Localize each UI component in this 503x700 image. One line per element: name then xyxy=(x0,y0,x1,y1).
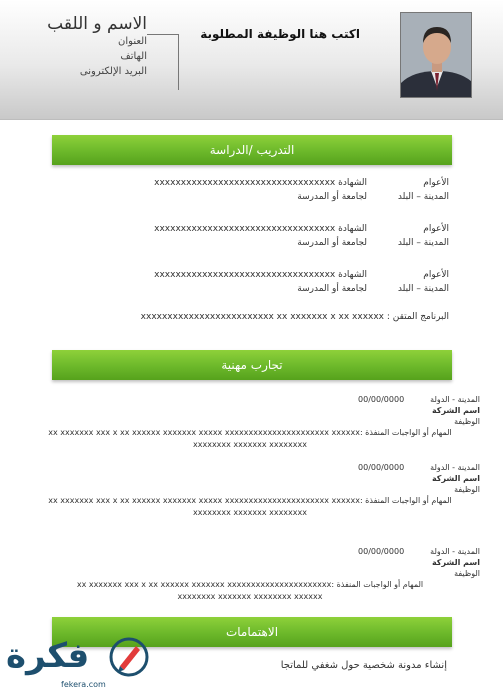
job-role: الوظيفة xyxy=(454,569,480,578)
job-tasks: المهام أو الواجبات المنفذة :xx xxxxxxx xxx x xx xxxxxx xxxxxxx xxxxx xxxxxxxxxxxxxxxxxxxxxx xxxxxx xyxy=(48,496,452,505)
phone-label: الهاتف xyxy=(120,51,147,62)
education-section-title: التدريب /الدراسة xyxy=(52,135,452,165)
education-school: لجامعة أو المدرسة xyxy=(297,192,367,202)
job-company: اسم الشركة xyxy=(431,474,480,483)
site-logo[interactable] xyxy=(6,636,151,694)
education-city: المدينة – البلد xyxy=(397,284,449,294)
education-degree: الشهادة xxxxxxxxxxxxxxxxxxxxxxxxxxxxxxxxxx xyxy=(154,178,367,188)
program-line: البرنامج المتقن : xxxxxxxxxxxxxxxxxxxxxxxxx xx xxxxxxx x xx xxxxxx xyxy=(140,312,449,322)
job-date: 00/00/0000 xyxy=(358,463,405,472)
education-entry xyxy=(0,270,503,300)
education-years: الأعوام xyxy=(423,224,449,234)
education-years: الأعوام xyxy=(423,270,449,280)
full-name: الاسم و اللقب xyxy=(47,14,147,34)
job-company: اسم الشركة xyxy=(431,406,480,415)
divider-vertical xyxy=(178,34,179,90)
education-entry xyxy=(0,178,503,208)
interest-item: إنشاء مدونة شخصية حول شغفي للماتجا xyxy=(280,660,447,671)
education-school: لجامعة أو المدرسة xyxy=(297,284,367,294)
logo-text: فكرة xyxy=(6,636,90,676)
job-date: 00/00/0000 xyxy=(358,395,405,404)
education-school: لجامعة أو المدرسة xyxy=(297,238,367,248)
job-tasks-continued: xxxxxxxx xxxxxxx xxxxxxxx xyxy=(193,508,307,517)
logo-url: fekera.com xyxy=(61,680,106,689)
experience-entry xyxy=(20,462,480,519)
experience-section-title: تجارب مهنية xyxy=(52,350,452,380)
education-entry xyxy=(0,224,503,254)
experience-entry xyxy=(20,394,480,451)
experience-entry xyxy=(20,546,480,603)
job-location: المدينة - الدولة xyxy=(430,463,480,472)
job-tasks: المهام أو الواجبات المنفذة :xx xxxxxxx xxx x xx xxxxxx xxxxxxx xxxxxxxxxxxxxxxxxxxxxx xyxy=(76,580,424,589)
education-years: الأعوام xyxy=(423,178,449,188)
job-location: المدينة - الدولة xyxy=(430,547,480,556)
education-degree: الشهادة xxxxxxxxxxxxxxxxxxxxxxxxxxxxxxxxxx xyxy=(154,270,367,280)
address-label: العنوان xyxy=(118,36,147,47)
job-tasks-continued: xxxxxxxx xxxxxxx xxxxxxxx xxxxxx xyxy=(177,592,323,601)
cv-header xyxy=(0,0,503,120)
interests-section-title: الاهتمامات xyxy=(52,617,452,647)
job-date: 00/00/0000 xyxy=(358,547,405,556)
email-label: البريد الإلكترونى xyxy=(79,66,147,77)
job-tasks-continued: xxxxxxxx xxxxxxx xxxxxxxx xyxy=(193,440,307,449)
education-degree: الشهادة xxxxxxxxxxxxxxxxxxxxxxxxxxxxxxxxxx xyxy=(154,224,367,234)
job-role: الوظيفة xyxy=(454,417,480,426)
job-title: اكتب هنا الوظيفة المطلوبة xyxy=(200,27,360,41)
pen-icon xyxy=(108,636,150,678)
education-city: المدينة – البلد xyxy=(397,238,449,248)
education-city: المدينة – البلد xyxy=(397,192,449,202)
profile-photo xyxy=(400,12,472,98)
job-tasks: المهام أو الواجبات المنفذة :xx xxxxxxx xxx x xx xxxxxx xxxxxxx xxxxx xxxxxxxxxxxxxxxxxxxxxx xxxxxx xyxy=(48,428,452,437)
divider-horizontal xyxy=(147,34,179,35)
job-company: اسم الشركة xyxy=(431,558,480,567)
job-location: المدينة - الدولة xyxy=(430,395,480,404)
job-role: الوظيفة xyxy=(454,485,480,494)
name-block xyxy=(47,14,147,79)
